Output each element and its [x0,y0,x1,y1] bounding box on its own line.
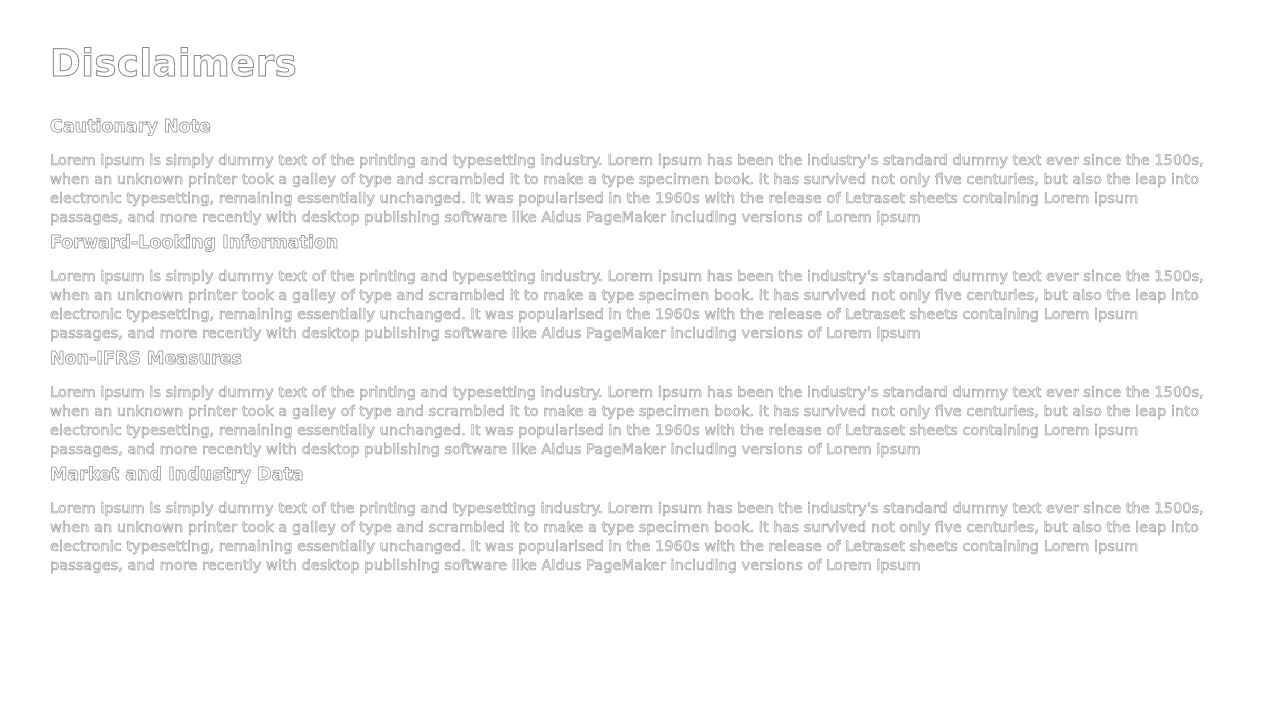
disclaimer-sections [50,115,1210,575]
section-heading: Cautionary Note [50,117,211,137]
page-title: Disclaimers [50,42,298,85]
section-body: Lorem ipsum is simply dummy text of the printing and typesetting industry. Lorem ipsum has been the industry's standard dummy text ever since the 1500s, when an unknown printer took a galley of type and scrambled it to make a type specimen book. It has survived not only five centuries, but also the leap into electronic typesetting, remaining essentially unchanged. It was popularised in the 1960s with the release of Letraset sheets containing Lorem ipsum passages, and more recently with desktop publishing software like Aldus PageMaker including versions of Lorem ipsum [50,152,1204,226]
section-market-and-industry-data [50,463,1210,575]
section-body: Lorem ipsum is simply dummy text of the printing and typesetting industry. Lorem ipsum has been the industry's standard dummy text ever since the 1500s, when an unknown printer took a galley of type and scrambled it to make a type specimen book. It has survived not only five centuries, but also the leap into electronic typesetting, remaining essentially unchanged. It was popularised in the 1960s with the release of Letraset sheets containing Lorem ipsum passages, and more recently with desktop publishing software like Aldus PageMaker including versions of Lorem ipsum [50,384,1204,458]
section-cautionary-note [50,115,1210,227]
disclaimers-page [50,38,1210,579]
section-forward-looking-information [50,231,1210,343]
section-heading: Forward-Looking Information [50,233,339,253]
section-body: Lorem ipsum is simply dummy text of the printing and typesetting industry. Lorem ipsum has been the industry's standard dummy text ever since the 1500s, when an unknown printer took a galley of type and scrambled it to make a type specimen book. It has survived not only five centuries, but also the leap into electronic typesetting, remaining essentially unchanged. It was popularised in the 1960s with the release of Letraset sheets containing Lorem ipsum passages, and more recently with desktop publishing software like Aldus PageMaker including versions of Lorem ipsum [50,268,1204,342]
section-non-ifrs-measures [50,347,1210,459]
section-heading: Non-IFRS Measures [50,349,242,369]
section-heading: Market and Industry Data [50,465,304,485]
section-body: Lorem ipsum is simply dummy text of the printing and typesetting industry. Lorem ipsum has been the industry's standard dummy text ever since the 1500s, when an unknown printer took a galley of type and scrambled it to make a type specimen book. It has survived not only five centuries, but also the leap into electronic typesetting, remaining essentially unchanged. It was popularised in the 1960s with the release of Letraset sheets containing Lorem ipsum passages, and more recently with desktop publishing software like Aldus PageMaker including versions of Lorem ipsum [50,500,1204,574]
